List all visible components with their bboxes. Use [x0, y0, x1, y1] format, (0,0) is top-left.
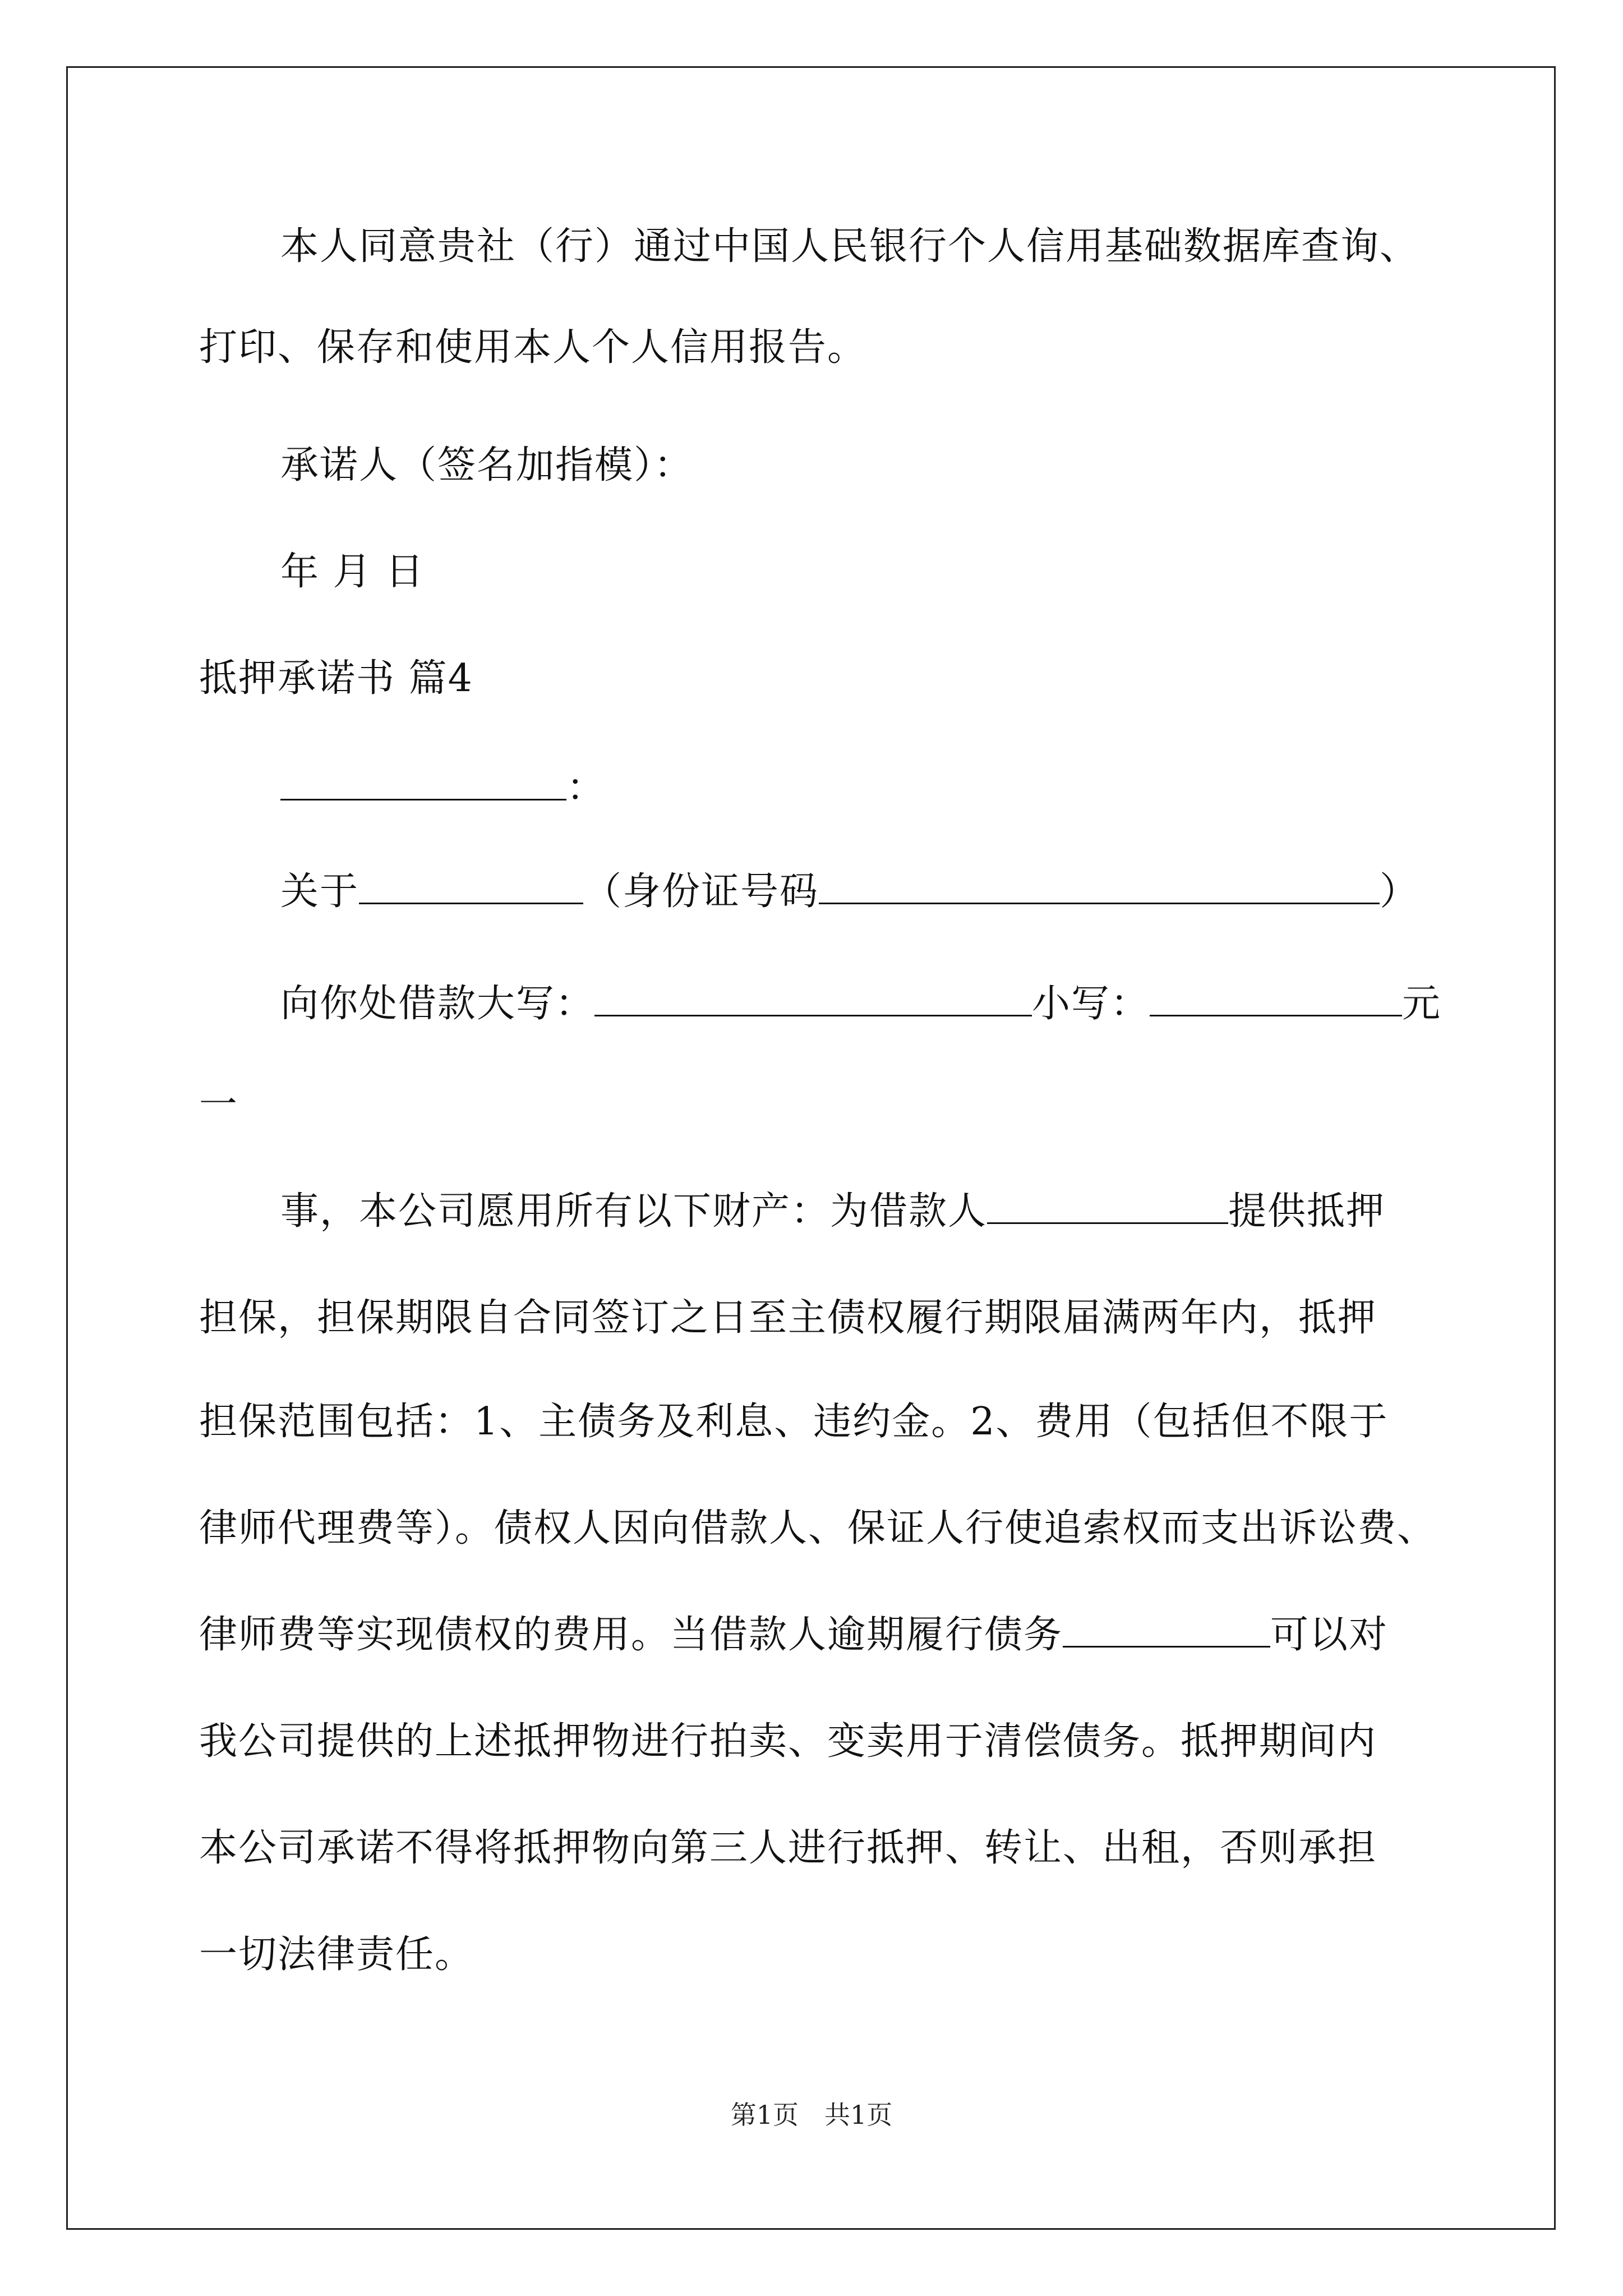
addressee-line: [280, 763, 606, 813]
paragraph-line: 一: [199, 1083, 239, 1127]
addressee-blank: [280, 764, 566, 800]
amount-words-label: 向你处借款大写：: [280, 982, 595, 1026]
overdue-text: 律师费等实现债权的费用。当借款人逾期履行债务: [199, 1613, 1063, 1657]
section-heading: 抵押承诺书 篇4: [199, 656, 473, 701]
page-number-footer: 第1页 共1页: [730, 2100, 893, 2130]
id-number-label: （身份证号码: [583, 869, 819, 914]
currency-unit: 元: [1402, 982, 1442, 1026]
regarding-label: 关于: [280, 869, 359, 914]
amount-figures-blank: [1150, 980, 1402, 1016]
addressee-colon: ：: [566, 766, 606, 810]
pledge-text-cont: 提供抵押: [1228, 1189, 1386, 1234]
id-number-close: ）: [1380, 869, 1419, 914]
id-number-blank: [819, 868, 1380, 904]
paragraph-line: 一切法律责任。: [199, 1932, 474, 1977]
amount-figures-label: 小写：: [1032, 982, 1150, 1026]
paragraph-line: 本公司承诺不得将抵押物向第三人进行抵押、转让、出租，否则承担: [199, 1826, 1377, 1870]
overdue-text-cont: 可以对: [1270, 1613, 1389, 1657]
borrower-line: [280, 867, 1419, 917]
paragraph-line: 我公司提供的上述抵押物进行拍卖、变卖用于清偿债务。抵押期间内: [199, 1719, 1377, 1764]
paragraph-line: 打印、保存和使用本人个人信用报告。: [199, 325, 867, 370]
amount-words-blank: [594, 980, 1032, 1016]
pledge-text: 事，本公司愿用所有以下财产：为借款人: [280, 1189, 988, 1234]
paragraph-line: 本人同意贵社（行）通过中国人民银行个人信用基础数据库查询、: [280, 224, 1419, 269]
signature-label: 承诺人（签名加指模）：: [280, 443, 694, 487]
paragraph-line: 担保，担保期限自合同签订之日至主债权履行期限届满两年内，抵押: [199, 1296, 1377, 1340]
paragraph-line: 担保范围包括：1、主债务及利息、违约金。2、费用（包括但不限于: [199, 1400, 1389, 1444]
borrower-blank: [987, 1188, 1228, 1224]
amount-line: [280, 979, 1441, 1029]
creditor-blank: [1063, 1611, 1270, 1648]
paragraph-line: [199, 1610, 1388, 1660]
paragraph-line: 律师代理费等）。债权人因向借款人、保证人行使追索权而支出诉讼费、: [199, 1506, 1437, 1550]
borrower-name-blank: [359, 868, 583, 904]
page-border: [66, 66, 1556, 2230]
date-line: 年 月 日: [280, 550, 425, 594]
paragraph-line: [280, 1186, 1385, 1237]
